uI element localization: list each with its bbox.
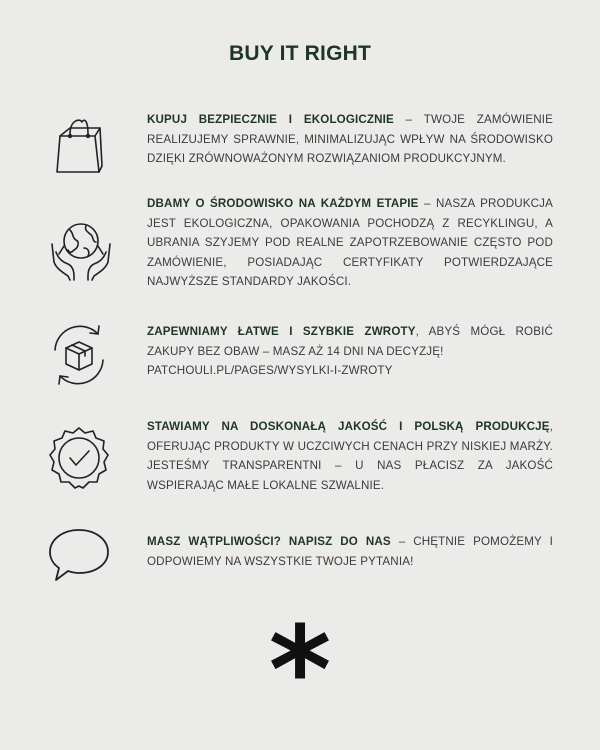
- globe-in-hands-icon: [46, 214, 116, 284]
- feature-heading: KUPUJ BEZPIECZNIE I EKOLOGICZNIE: [147, 113, 394, 126]
- feature-description: , OFERUJĄC PRODUKTY W UCZCIWYCH CENACH PRZY NISKIEJ MARŻY. JESTEŚMY TRANSPARENTNI – U NAS PŁACISZ ZA JAKOŚĆ WSPIERAJĄC MAŁE LOKALNE SZWALNIE.: [147, 420, 553, 492]
- return-box-icon: [44, 320, 114, 390]
- feature-heading: DBAMY O ŚRODOWISKO NA KAŻDYM ETAPIE: [147, 197, 419, 210]
- returns-page-link[interactable]: PATCHOULI.PL/PAGES/WYSYLKI-I-ZWROTY: [147, 364, 393, 378]
- page-title: BUY IT RIGHT: [228, 42, 372, 65]
- speech-bubble-icon: [44, 522, 114, 592]
- feature-description: – TWOJE ZAMÓWIENIE REALIZUJEMY SPRAWNIE, MINIMALIZUJĄC WPŁYW NA ŚRODOWISKO DZIĘKI ZRÓWNOWAŻONYM ROZWIĄZANIOM PRODUKCYJNYM.: [147, 113, 553, 166]
- feature-description: – CHĘTNIE POMOŻEMY I ODPOWIEMY NA WSZYSTKIE TWOJE PYTANIA!: [147, 535, 553, 568]
- feature-description: , ABYŚ MÓGŁ ROBIĆ ZAKUPY BEZ OBAW – MASZ AŻ 14 DNI NA DECYZJĘ!: [147, 325, 553, 358]
- asterisk-symbol: *: [268, 602, 332, 741]
- feature-heading: STAWIAMY NA DOSKONAŁĄ JAKOŚĆ I POLSKĄ PRODUKCJĘ: [147, 420, 550, 433]
- feature-description: – NASZA PRODUKCJA JEST EKOLOGICZNA, OPAKOWANIA POCHODZĄ Z RECYKLINGU, A UBRANIA SZYJEMY POD REALNE ZAPOTRZEBOWANIE CZĘSTO POD ZAMÓWIENIE, POSIADAJĄC CERTYFIKATY POTWIERDZAJĄCE NAJWYŻSZE STANDARDY JAKOŚCI.: [147, 197, 553, 289]
- shopping-bag-icon: [44, 110, 114, 180]
- feature-heading: ZAPEWNIAMY ŁATWE I SZYBKIE ZWROTY: [147, 325, 416, 338]
- feature-heading: MASZ WĄTPLIWOŚCI? NAPISZ DO NAS: [147, 535, 391, 548]
- quality-badge-check-icon: [44, 423, 114, 493]
